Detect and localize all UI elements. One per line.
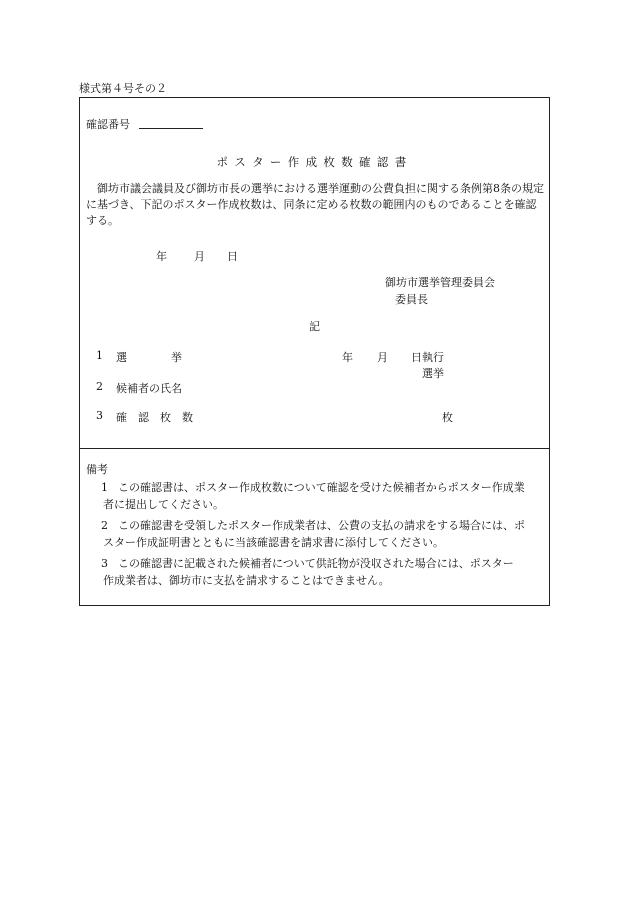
note-1-line1: この確認書は、ポスター作成枚数について確認を受けた候補者からポスター作成業 [118,481,525,494]
item-election-number: 1 [96,349,103,362]
section-divider [80,448,549,449]
note-2-line1: この確認書を受領したポスター作成業者は、公費の支払の請求をする場合には、ポ [118,519,525,532]
item-count-number: 3 [96,409,103,422]
note-1 [86,479,548,513]
item-count-unit: 枚 [442,411,453,424]
item-count-label: 確 認 枚 数 [116,411,193,424]
note-2-number: 2 [101,519,108,532]
item-candidate-number: 2 [96,380,103,393]
note-3-number: 3 [101,557,108,570]
body-text: 御坊市議会議員及び御坊市長の選挙における選挙運動の公費負担に関する条例第8条の規定に基づき、下記のポスター作成枚数は、同条に定める枚数の範囲内のものであることを確認する。 [86,182,544,227]
note-1-number: 1 [101,481,108,494]
note-2-line2: スター作成証明書とともに当該確認書を請求書に添付してください。 [103,536,444,549]
item-election-day-exec: 日執行 [411,351,444,364]
item-election-suffix: 選挙 [422,367,444,380]
note-2 [86,517,548,551]
note-3 [86,555,548,589]
confirmation-number-field [139,128,203,129]
issuer: 御坊市選挙管理委員会 [385,276,495,289]
item-election-label: 選 挙 [116,351,182,364]
date-year: 年 [156,250,167,263]
item-election-year: 年 [342,351,353,364]
confirmation-number-label: 確認番号 [86,118,130,131]
note-3-line1: この確認書に記載された候補者について供託物が没収された場合には、ポスター [118,557,514,570]
document-title: ポスター作成枚数確認書 [216,155,413,169]
item-candidate-label: 候補者の氏名 [116,382,182,395]
note-3-line2: 作成業者は、御坊市に支払を請求することはできません。 [103,574,390,587]
form-number: 様式第４号その２ [79,82,167,95]
chairperson: 委員長 [395,293,428,306]
record-label: 記 [309,320,320,333]
date-month: 月 [194,250,205,263]
date-day: 日 [227,250,238,263]
notes-title: 備考 [86,463,108,476]
item-election-month: 月 [377,351,388,364]
note-1-line2: 者に提出してください。 [103,498,224,511]
form-frame [79,97,550,606]
